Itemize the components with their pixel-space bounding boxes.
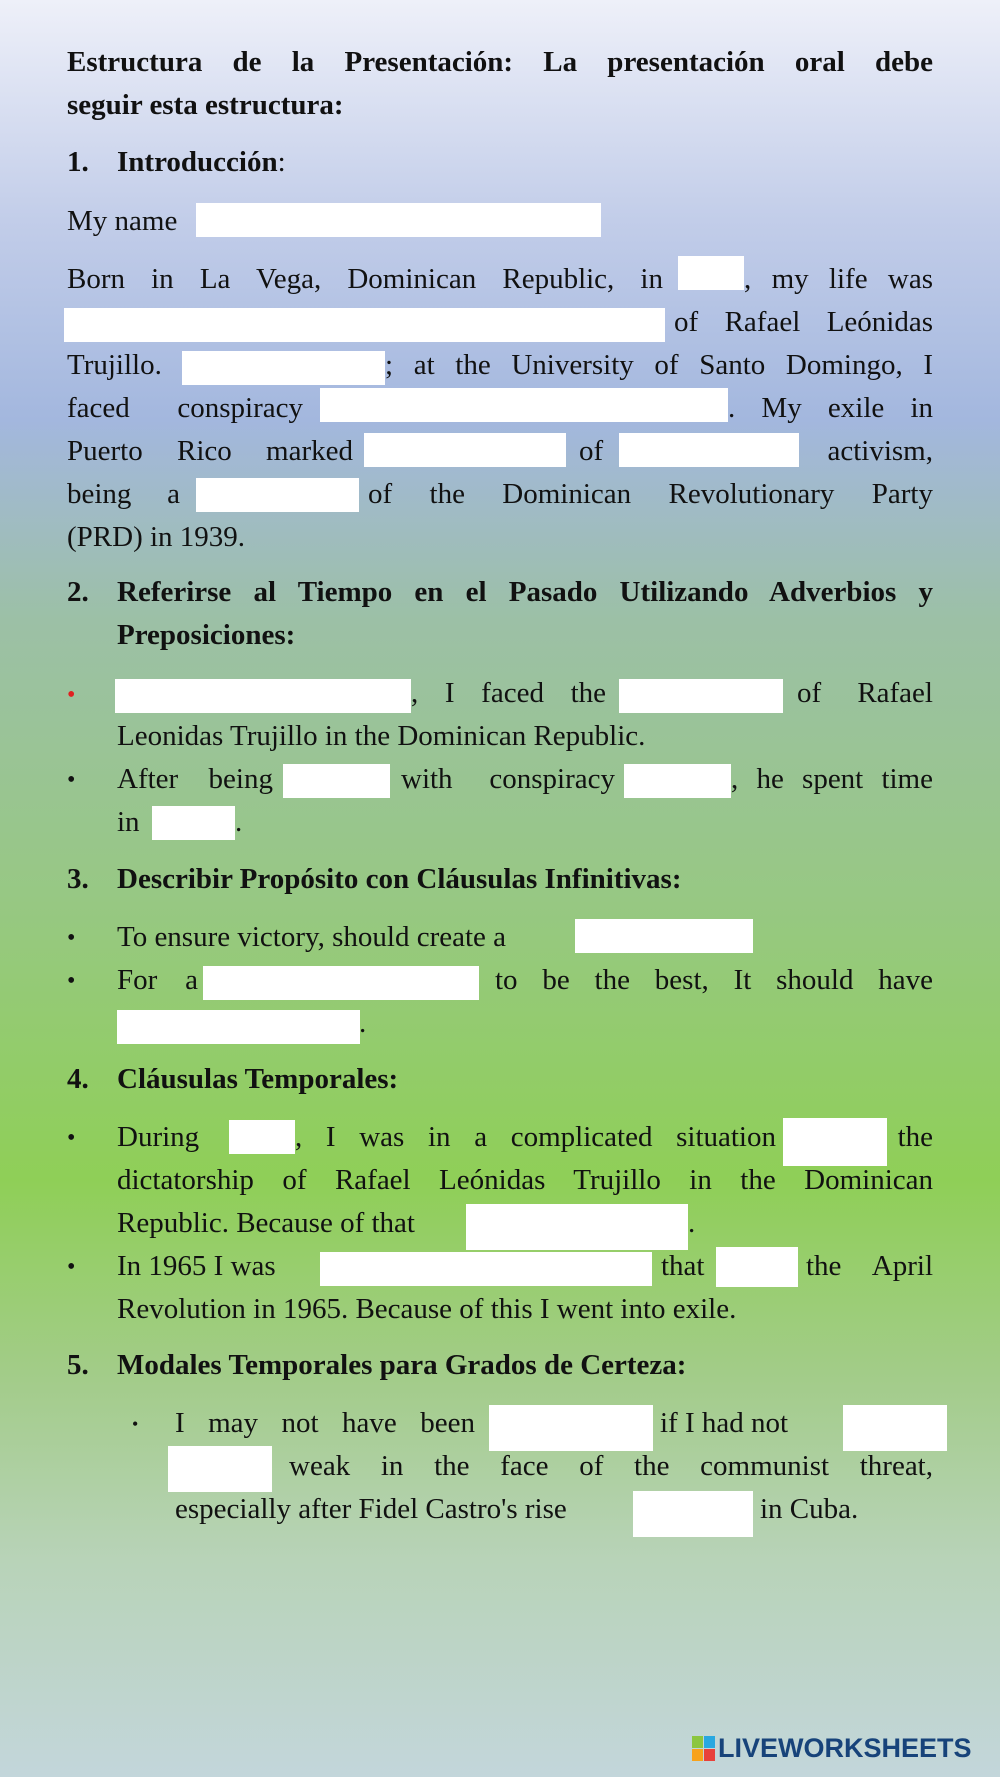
s2-b1-line2: Leonidas Trujillo in the Dominican Republic. [117,720,646,752]
liveworksheets-logo [692,1733,972,1764]
section-1-number: 1. [67,146,89,178]
intro-line1-end: , my life was [744,263,933,295]
blank-create-strategy[interactable] [575,919,753,953]
s2-b1-mid: , I faced the [411,677,606,709]
s5-b1-line3-end: in Cuba. [760,1493,859,1525]
intro-line3-start: Trujillo. [67,349,162,381]
s4-b1-start: During [117,1121,200,1153]
section-3-title: Describir Propósito con Cláusulas Infinitivas: [117,863,682,895]
section-2-title-line2: Preposiciones: [117,619,296,651]
myname-label: My name [67,205,178,237]
bullet: • [67,1254,76,1280]
s2-b2-line2-start: in [117,806,140,838]
section-2-number: 2. [67,576,89,608]
blank-should-have[interactable] [117,1010,360,1044]
s3-b1-text: To ensure victory, should create a [117,921,507,953]
s4-b2-mid: that [661,1250,705,1282]
blank-seemed[interactable] [168,1446,272,1492]
blank-my-name[interactable] [196,203,601,237]
s4-b2-line2: Revolution in 1965. Because of this I went into exile. [117,1293,737,1325]
section-5-title: Modales Temporales para Grados de Certeza: [117,1349,687,1381]
section-1-title [117,145,286,179]
section-5-number: 5. [67,1349,89,1381]
blank-because-of-that[interactable] [466,1204,688,1250]
s2-b1-end: of Rafael [797,677,933,709]
s2-b2-start: After being [117,763,273,795]
intro-line5-mid: of [579,435,604,467]
blank-conspiracy-time[interactable] [624,764,731,798]
blank-birth-year[interactable] [678,256,744,290]
s4-b1-line2: dictatorship of Rafael Leónidas Trujillo in the Dominican [117,1164,933,1196]
section-4-title: Cláusulas Temporales: [117,1063,399,1095]
blank-situation-under[interactable] [783,1118,887,1166]
blank-party-role[interactable] [196,478,359,512]
liveworksheets-logo-icon [692,1736,715,1761]
intro-line7: (PRD) in 1939. [67,521,246,553]
blank-that-april[interactable] [716,1247,798,1287]
intro-line4-start: faced conspiracy [67,392,303,424]
intro-line6-end: of the Dominican Revolutionary Party [368,478,933,510]
s2-b2-end: , he spent time [731,763,933,795]
blank-in-1965[interactable] [320,1252,652,1286]
blank-life-under[interactable] [64,308,665,342]
section-1-title-text: Introducción [117,146,278,178]
blank-political-activism[interactable] [619,433,799,467]
section-2-title-line1: Referirse al Tiempo en el Pasado Utilizando Adverbios y [117,576,933,608]
blank-may-not-have-been[interactable] [489,1405,653,1451]
section-1-title-colon: : [277,146,286,178]
intro-line6-start: being a [67,478,180,510]
s4-b2-start: In 1965 I was [117,1250,276,1282]
s3-b2-line2-end: . [359,1007,367,1039]
s5-b1-start: I may not have been [175,1407,475,1439]
bullet: • [67,925,76,951]
blank-time-adverb[interactable] [115,679,411,713]
s3-b2-start: For a [117,964,198,996]
section-4-number: 4. [67,1063,89,1095]
blank-studies[interactable] [182,351,385,385]
intro-line3-end: ; at the University of Santo Domingo, I [385,349,933,381]
s4-b2-end: the April [806,1250,933,1282]
s3-b2-end: to be the best, It should have [495,964,933,996]
intro-line5-start: Puerto Rico marked [67,435,353,467]
s4-b1-line3-start: Republic. Because of that [117,1207,415,1239]
intro-line4-end: . My exile in [728,392,933,424]
bullet: • [67,1125,76,1151]
intro-line1-text: Born in La Vega, Dominican Republic, in [67,263,663,295]
blank-during[interactable] [229,1120,295,1154]
bullet-red: • [67,682,76,708]
section-3-number: 3. [67,863,89,895]
s4-b1-mid: , I was in a complicated situation [295,1121,776,1153]
s4-b1-line3-end: . [688,1207,696,1239]
blank-place-spent[interactable] [152,806,235,840]
blank-had-not[interactable] [843,1405,947,1451]
s2-b2-line2-end: . [235,806,243,838]
blank-conspiracy-charges[interactable] [320,388,728,422]
s5-b1-line3-start: especially after Fidel Castro's rise [175,1493,567,1525]
s5-b1-mid: if I had not [660,1407,789,1439]
page-heading-line1: Estructura de la Presentación: La presentación oral debe [67,46,933,78]
blank-dictatorship[interactable] [619,679,783,713]
s2-b2-mid: with conspiracy [401,763,615,795]
s5-b1-line2: weak in the face of the communist threat, [289,1450,933,1482]
liveworksheets-logo-text: LIVEWORKSHEETS [718,1733,972,1763]
blank-being-charged[interactable] [283,764,390,798]
intro-line2-text: of Rafael Leónidas [674,306,933,338]
bullet: • [67,968,76,994]
s4-b1-end: the [897,1121,933,1153]
bullet: • [67,767,76,793]
blank-exile-marked[interactable] [364,433,566,467]
page-heading-line2: seguir esta estructura: [67,89,344,121]
blank-for-a[interactable] [203,966,479,1000]
bullet-small: • [132,1414,139,1434]
blank-rise-to-power[interactable] [633,1491,753,1537]
intro-line5-end: activism, [827,435,933,467]
